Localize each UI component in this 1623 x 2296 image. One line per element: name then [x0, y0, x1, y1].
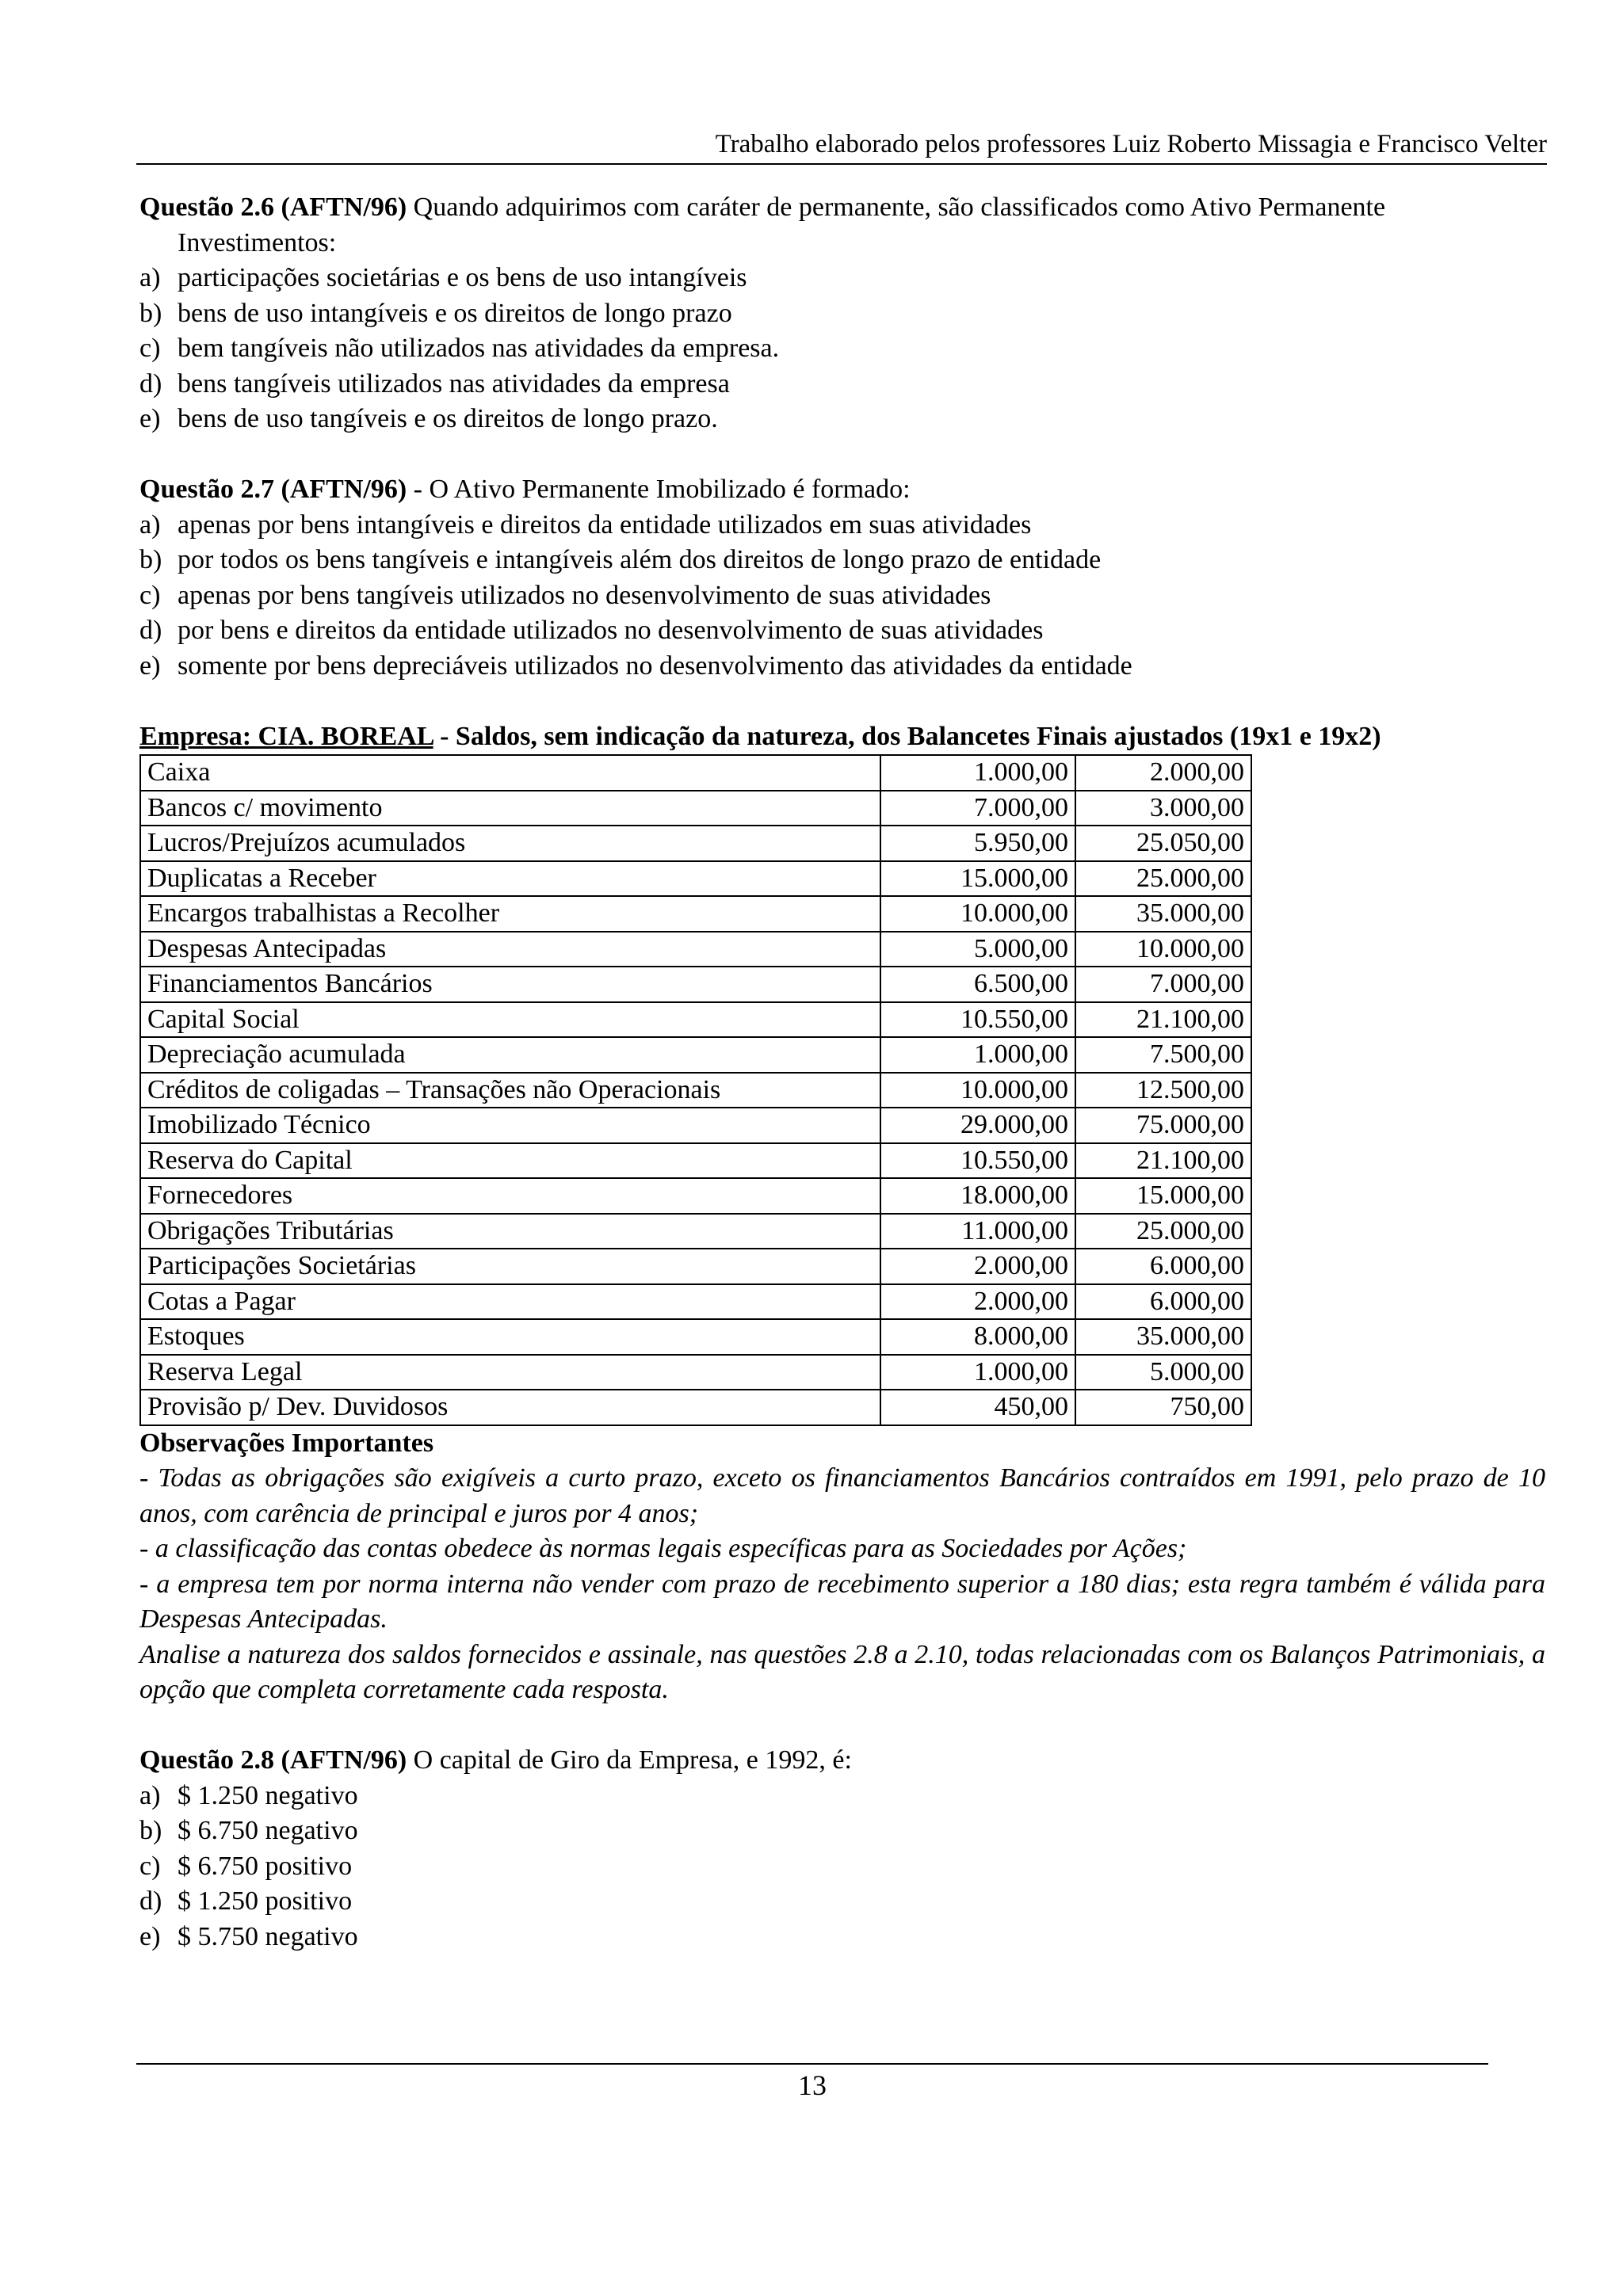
balance-19x2-cell: 7.000,00 — [1075, 967, 1251, 1002]
option-text: bens tangíveis utilizados nas atividades da empresa — [178, 368, 730, 399]
option-letter: c) — [139, 1851, 161, 1881]
question-2-7-statement — [139, 472, 1545, 508]
option-2-6-a — [139, 261, 1545, 296]
balance-19x2-cell: 25.050,00 — [1075, 826, 1251, 861]
account-cell: Bancos c/ movimento — [140, 791, 880, 826]
option-2-7-d — [139, 613, 1545, 649]
account-cell: Cotas a Pagar — [140, 1284, 880, 1320]
option-2-6-b — [139, 296, 1545, 332]
question-2-6-text-continued: Investimentos: — [178, 227, 337, 257]
account-cell: Capital Social — [140, 1002, 880, 1038]
balance-19x2-cell: 35.000,00 — [1075, 896, 1251, 932]
option-2-6-e — [139, 402, 1545, 437]
table-row — [140, 967, 1251, 1002]
table-row — [140, 1355, 1251, 1390]
account-cell: Fornecedores — [140, 1178, 880, 1214]
option-letter: c) — [139, 580, 161, 610]
observation-item: - a empresa tem por norma interna não vender com prazo de recebimento superior a 180 dias; esta regra também é válida para Despesas Antecipadas. — [139, 1569, 1545, 1634]
option-text: $ 1.250 negativo — [178, 1780, 358, 1810]
option-2-6-d — [139, 367, 1545, 402]
option-text: bem tangíveis não utilizados nas atividades da empresa. — [178, 334, 780, 363]
balance-19x1-cell: 10.550,00 — [880, 1002, 1075, 1038]
account-cell: Encargos trabalhistas a Recolher — [140, 896, 880, 932]
option-letter: c) — [139, 334, 161, 363]
option-text: por bens e direitos da entidade utilizados no desenvolvimento de suas atividades — [178, 616, 1044, 645]
balance-19x1-cell: 1.000,00 — [880, 1355, 1075, 1390]
option-letter: a) — [139, 509, 161, 540]
option-letter: e) — [139, 1921, 161, 1951]
account-cell: Provisão p/ Dev. Duvidosos — [140, 1390, 880, 1425]
option-text: $ 1.250 positivo — [178, 1886, 353, 1916]
option-text: apenas por bens tangíveis utilizados no desenvolvimento de suas atividades — [178, 580, 991, 610]
account-cell: Despesas Antecipadas — [140, 932, 880, 967]
balance-19x1-cell: 15.000,00 — [880, 861, 1075, 897]
balances-table — [139, 754, 1252, 1426]
balance-19x2-cell: 7.500,00 — [1075, 1037, 1251, 1073]
balance-19x2-cell: 750,00 — [1075, 1390, 1251, 1425]
table-row — [140, 755, 1251, 791]
option-letter: e) — [139, 404, 161, 433]
balance-19x1-cell: 18.000,00 — [880, 1178, 1075, 1214]
observations-title: Observações Importantes — [139, 1428, 434, 1458]
table-row — [140, 1284, 1251, 1320]
option-2-7-e — [139, 649, 1545, 685]
balance-19x2-cell: 21.100,00 — [1075, 1143, 1251, 1179]
account-cell: Depreciação acumulada — [140, 1037, 880, 1073]
question-2-8-label: Questão 2.8 (AFTN/96) — [139, 1745, 407, 1775]
balance-19x2-cell: 2.000,00 — [1075, 755, 1251, 791]
table-row — [140, 896, 1251, 932]
account-cell: Imobilizado Técnico — [140, 1108, 880, 1143]
balance-19x1-cell: 10.000,00 — [880, 896, 1075, 932]
balance-19x1-cell: 6.500,00 — [880, 967, 1075, 1002]
table-row — [140, 1390, 1251, 1425]
page-content — [139, 190, 1545, 1955]
table-row — [140, 1249, 1251, 1284]
option-2-6-c — [139, 331, 1545, 367]
option-letter: d) — [139, 1886, 162, 1916]
page-number: 13 — [798, 2069, 827, 2101]
balance-19x2-cell: 75.000,00 — [1075, 1108, 1251, 1143]
question-2-8-text: O capital de Giro da Empresa, e 1992, é: — [407, 1745, 852, 1775]
option-letter: b) — [139, 545, 162, 574]
option-letter: a) — [139, 263, 161, 292]
table-row — [140, 1214, 1251, 1249]
balance-19x1-cell: 2.000,00 — [880, 1284, 1075, 1320]
option-2-7-c — [139, 578, 1545, 614]
account-cell: Reserva Legal — [140, 1355, 880, 1390]
balance-19x2-cell: 25.000,00 — [1075, 861, 1251, 897]
balance-19x2-cell: 6.000,00 — [1075, 1284, 1251, 1320]
balance-19x2-cell: 35.000,00 — [1075, 1319, 1251, 1355]
option-2-8-c — [139, 1849, 1545, 1885]
question-2-6 — [139, 190, 1545, 437]
account-cell: Caixa — [140, 755, 880, 791]
option-2-8-a — [139, 1779, 1545, 1814]
table-company: Empresa: CIA. BOREAL — [139, 721, 433, 751]
option-text: apenas por bens intangíveis e direitos da entidade utilizados em suas atividades — [178, 509, 1032, 540]
question-2-6-text: Quando adquirimos com caráter de permanente, são classificados como Ativo Permanente — [407, 193, 1386, 222]
account-cell: Financiamentos Bancários — [140, 967, 880, 1002]
question-2-8-statement — [139, 1743, 1545, 1779]
option-letter: b) — [139, 1816, 162, 1845]
option-letter: b) — [139, 298, 162, 328]
observation-item: - a classificação das contas obedece às normas legais específicas para as Sociedades por Ações; — [139, 1534, 1187, 1563]
option-text: bens de uso intangíveis e os direitos de longo prazo — [178, 298, 732, 328]
balance-19x1-cell: 2.000,00 — [880, 1249, 1075, 1284]
question-2-7-text: - O Ativo Permanente Imobilizado é formado: — [407, 475, 911, 504]
balance-19x1-cell: 10.550,00 — [880, 1143, 1075, 1179]
table-row — [140, 791, 1251, 826]
account-cell: Reserva do Capital — [140, 1143, 880, 1179]
question-2-6-label: Questão 2.6 (AFTN/96) — [139, 193, 407, 222]
option-text: somente por bens depreciáveis utilizados no desenvolvimento das atividades da entidade — [178, 650, 1132, 681]
balance-19x2-cell: 21.100,00 — [1075, 1002, 1251, 1038]
observation-item: - Todas as obrigações são exigíveis a curto prazo, exceto os financiamentos Bancários contraídos em 1991, pelo prazo de 10 anos, com carência de principal e juros por 4 anos; — [139, 1463, 1545, 1528]
account-cell: Estoques — [140, 1319, 880, 1355]
balance-19x1-cell: 5.000,00 — [880, 932, 1075, 967]
balance-19x1-cell: 7.000,00 — [880, 791, 1075, 826]
balance-19x1-cell: 11.000,00 — [880, 1214, 1075, 1249]
question-2-7 — [139, 472, 1545, 684]
table-row — [140, 1037, 1251, 1073]
option-text: participações societárias e os bens de uso intangíveis — [178, 263, 747, 292]
balance-19x2-cell: 3.000,00 — [1075, 791, 1251, 826]
footer-rule — [136, 2063, 1488, 2065]
option-2-8-e — [139, 1920, 1545, 1955]
table-title-rest: - Saldos, sem indicação da natureza, dos Balancetes Finais ajustados (19x1 e 19x2) — [433, 721, 1381, 751]
balance-19x1-cell: 450,00 — [880, 1390, 1075, 1425]
balance-19x2-cell: 12.500,00 — [1075, 1073, 1251, 1108]
account-cell: Duplicatas a Receber — [140, 861, 880, 897]
account-cell: Obrigações Tributárias — [140, 1214, 880, 1249]
observation-instruction: Analise a natureza dos saldos fornecidos e assinale, nas questões 2.8 a 2.10, todas relacionadas com os Balanços Patrimoniais, a opção que completa corretamente cada resposta. — [139, 1639, 1545, 1704]
table-row — [140, 861, 1251, 897]
balance-19x2-cell: 25.000,00 — [1075, 1214, 1251, 1249]
balance-19x2-cell: 10.000,00 — [1075, 932, 1251, 967]
option-letter: a) — [139, 1780, 161, 1810]
question-2-6-statement — [139, 190, 1545, 226]
table-title — [139, 719, 1545, 755]
option-text: $ 6.750 negativo — [178, 1816, 358, 1845]
table-row — [140, 1002, 1251, 1038]
table-row — [140, 826, 1251, 861]
option-2-7-a — [139, 508, 1545, 543]
option-2-7-b — [139, 543, 1545, 578]
table-row — [140, 932, 1251, 967]
account-cell: Participações Societárias — [140, 1249, 880, 1284]
option-letter: d) — [139, 616, 162, 645]
balance-19x1-cell: 8.000,00 — [880, 1319, 1075, 1355]
table-row — [140, 1108, 1251, 1143]
balance-19x1-cell: 1.000,00 — [880, 755, 1075, 791]
account-cell: Lucros/Prejuízos acumulados — [140, 826, 880, 861]
option-2-8-d — [139, 1884, 1545, 1920]
option-letter: d) — [139, 368, 162, 399]
table-row — [140, 1073, 1251, 1108]
question-2-7-label: Questão 2.7 (AFTN/96) — [139, 475, 407, 504]
option-text: $ 5.750 negativo — [178, 1921, 358, 1951]
balance-19x2-cell: 5.000,00 — [1075, 1355, 1251, 1390]
option-letter: e) — [139, 650, 161, 681]
option-text: $ 6.750 positivo — [178, 1851, 353, 1881]
balance-19x1-cell: 29.000,00 — [880, 1108, 1075, 1143]
balance-19x1-cell: 5.950,00 — [880, 826, 1075, 861]
table-row — [140, 1178, 1251, 1214]
option-2-8-b — [139, 1814, 1545, 1849]
balance-19x2-cell: 15.000,00 — [1075, 1178, 1251, 1214]
header-rule — [136, 163, 1547, 165]
balance-19x1-cell: 10.000,00 — [880, 1073, 1075, 1108]
table-row — [140, 1143, 1251, 1179]
option-text: bens de uso tangíveis e os direitos de longo prazo. — [178, 404, 718, 433]
balance-19x1-cell: 1.000,00 — [880, 1037, 1075, 1073]
account-cell: Créditos de coligadas – Transações não Operacionais — [140, 1073, 880, 1108]
option-text: por todos os bens tangíveis e intangíveis além dos direitos de longo prazo de entidade — [178, 545, 1102, 574]
balance-19x2-cell: 6.000,00 — [1075, 1249, 1251, 1284]
table-row — [140, 1319, 1251, 1355]
page-header: Trabalho elaborado pelos professores Luiz Roberto Missagia e Francisco Velter — [715, 130, 1547, 158]
question-2-8 — [139, 1743, 1545, 1955]
